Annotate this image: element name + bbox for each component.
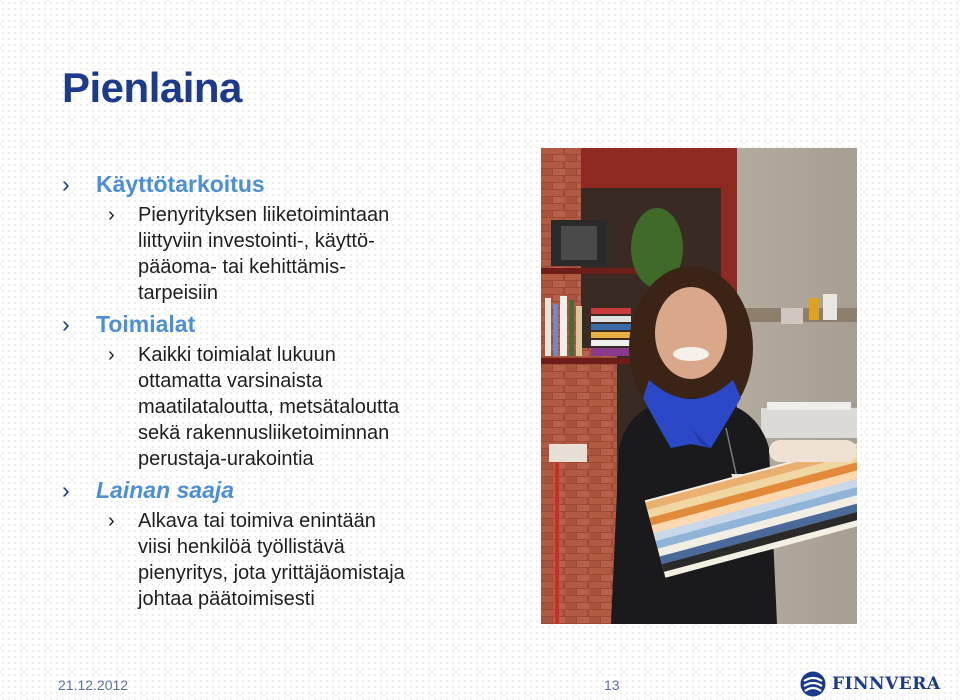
sub-bullet-line: Pienyrityksen liiketoimintaan (138, 204, 390, 226)
sub-bullet-line: tarpeisiin (138, 282, 219, 304)
sub-bullet-marker: › (108, 204, 115, 226)
sub-bullet (62, 202, 502, 306)
sub-bullet-line: perustaja-urakointia (138, 448, 314, 470)
bullet-list (62, 170, 502, 614)
sub-bullet-line: maatilataloutta, metsätaloutta (138, 396, 400, 418)
finnvera-logo (800, 670, 941, 698)
sub-bullet-line: ottamatta varsinaista (138, 370, 323, 392)
bullet-heading-toimialat (62, 310, 502, 338)
sub-bullet-line: pienyritys, jota yrittäjäomistaja (138, 562, 405, 584)
slide-title: Pienlaina (62, 64, 242, 111)
sub-bullet-line: liittyviin investointi-, käyttö- (138, 230, 375, 252)
bullet-marker: › (62, 477, 70, 503)
sub-bullet-line: johtaa päätoimisesti (138, 588, 315, 610)
sub-bullet (62, 508, 502, 612)
footer-date: 21.12.2012 (58, 677, 129, 693)
sub-bullet-line: sekä rakennusliiketoiminnan (138, 422, 390, 444)
sub-bullet-line: Kaikki toimialat lukuun (138, 344, 336, 366)
bullet-heading-label: Lainan saaja (96, 477, 235, 503)
photo-woman-with-samples (541, 148, 857, 624)
bullet-marker: › (62, 171, 70, 197)
bullet-heading-label: Käyttötarkoitus (96, 171, 265, 197)
sub-bullet-line: viisi henkilöä työllistävä (138, 536, 345, 558)
logo-text: FINNVERA (832, 674, 941, 694)
finnvera-logo-icon (800, 671, 826, 697)
bullet-heading-lainan-saaja (62, 476, 502, 504)
sub-bullet-line: pääoma- tai kehittämis- (138, 256, 346, 278)
bullet-heading-kayttotarkoitus (62, 170, 502, 198)
bullet-heading-label: Toimialat (96, 311, 196, 337)
sub-bullet-marker: › (108, 510, 115, 532)
page-number: 13 (604, 677, 620, 693)
sub-bullet-marker: › (108, 344, 115, 366)
sub-bullet-line: Alkava tai toimiva enintään (138, 510, 376, 532)
sub-bullet (62, 342, 502, 472)
bullet-marker: › (62, 311, 70, 337)
